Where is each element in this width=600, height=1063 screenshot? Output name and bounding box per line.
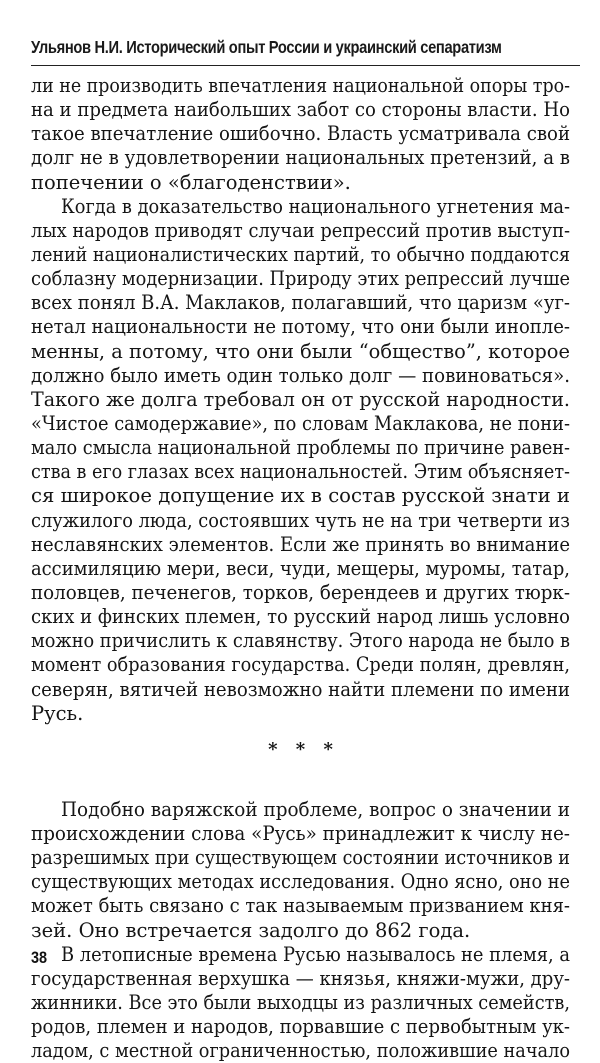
paragraph-2: [31, 195, 570, 726]
text-line: Подобно варяжской проблеме, вопрос о значении и: [61, 797, 570, 821]
text-line: ства в его глазах всех национальностей. Этим объясняет-: [31, 460, 570, 484]
text-line: «Чистое самодержавие», по словам Маклакова, не пони-: [31, 411, 570, 435]
header-title: Ульянов Н.И. Исторический опыт России и украинский сепаратизм: [31, 37, 502, 57]
text-line: Когда в доказательство национального угнетения ма-: [61, 194, 570, 218]
text-line: может быть связано с так называемым призванием кня-: [31, 894, 570, 918]
text-line: соблазну модернизации. Природу этих репрессий лучше: [31, 267, 570, 291]
text-line: половцев, печенегов, торков, берендеев и других тюрк-: [31, 580, 570, 604]
text-line: всех понял В.А. Маклаков, полагавший, что царизм «уг-: [31, 291, 570, 315]
text-line: должно было иметь один только долг — повиноваться».: [31, 363, 570, 387]
paragraph-4: [31, 943, 570, 1063]
text-line: родов, племен и народов, порвавшие с первобытным ук-: [31, 1015, 570, 1039]
body-text: [31, 74, 570, 1063]
text-line: менны, а потому, что они были “общество”, которое: [31, 339, 570, 363]
text-line: лых народов приводят случаи репрессий против выступ-: [31, 218, 570, 242]
text-line: государственная верхушка — князья, княжи-мужи, дру-: [31, 966, 570, 990]
text-line: разрешимых при существующем состоянии источников и: [31, 846, 570, 870]
text-line: лений националистических партий, то обычно поддаются: [31, 242, 570, 266]
text-line: долг не в удовлетворении национальных претензий, а в: [31, 146, 570, 170]
page-number: 38: [31, 948, 48, 967]
text-line: В летописные времена Русью называлось не племя, а: [61, 942, 570, 966]
running-header: [31, 30, 580, 66]
text-line: Русь.: [31, 701, 84, 725]
text-line: ся широкое допущение их в состав русской знати и: [31, 484, 570, 508]
text-line: жинники. Все это были выходцы из различных семейств,: [31, 990, 570, 1014]
paragraph-1: [31, 74, 570, 195]
text-line: Такого же долга требовал он от русской народности.: [31, 387, 570, 411]
text-line: момент образования государства. Среди полян, древлян,: [31, 653, 570, 677]
text-line: северян, вятичей невозможно найти племени по имени: [31, 677, 570, 701]
text-line: происхождении слова «Русь» принадлежит к числу не-: [31, 821, 570, 845]
text-line: попечении о «благоденствии».: [31, 170, 351, 194]
text-line: ских и финских племен, то русский народ лишь условно: [31, 605, 570, 629]
paragraph-3: [31, 798, 570, 943]
text-line: мало смысла национальной проблемы по причине равен-: [31, 436, 570, 460]
text-line: нетал национальности не потому, что они были инопле-: [31, 315, 570, 339]
text-line: неславянских элементов. Если же принять во внимание: [31, 532, 570, 556]
text-line: зей. Оно встречается задолго до 862 года.: [31, 918, 471, 942]
text-line: можно причислить к славянству. Этого народа не было в: [31, 629, 570, 653]
section-break: [31, 726, 570, 798]
text-line: существующих методах исследования. Одно ясно, оно не: [31, 870, 570, 894]
text-line: служилого люда, состоявших чуть не на три четверти из: [31, 508, 570, 532]
text-line: такое впечатление ошибочно. Власть усматривала свой: [31, 122, 570, 146]
text-line: ассимиляцию мери, веси, чуди, мещеры, муромы, татар,: [31, 556, 570, 580]
text-line: ладом, с местной ограниченностью, положившие начало: [31, 1039, 570, 1063]
text-line: ли не производить впечатления национальной опоры тро-: [31, 74, 570, 97]
text-line: на и предмета наибольших забот со стороны власти. Но: [31, 98, 570, 122]
section-separator: * * *: [268, 738, 339, 760]
